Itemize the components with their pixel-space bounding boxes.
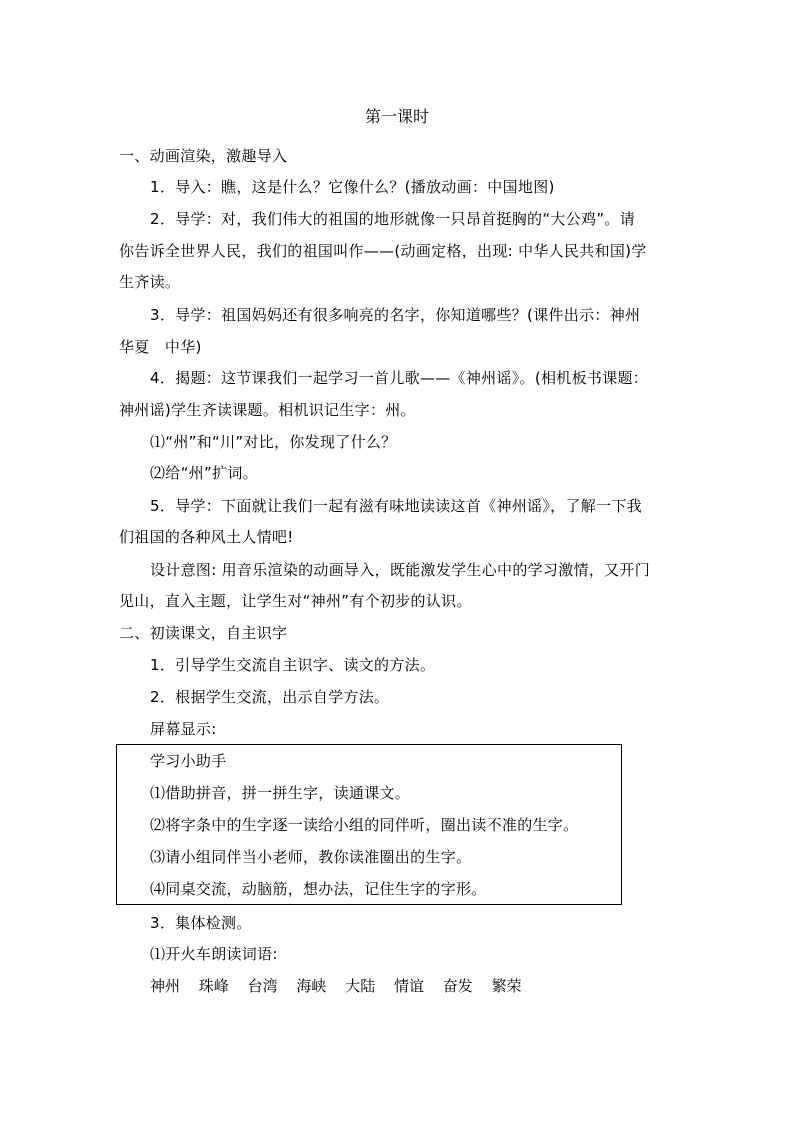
design-intent-line-1: 设计意图: 用音乐渲染的动画导入，既能激发学生心中的学习激情，又开门 — [150, 561, 651, 579]
s1-paragraph-2-line-2: 你告诉全世界人民，我们的祖国叫作——(动画定格，出现: 中华人民共和国)学 — [119, 242, 647, 260]
s1-paragraph-5-line-1: 5．导学：下面就让我们一起有滋有味地读读这首《神州谣》，了解一下我 — [150, 497, 642, 515]
study-helper-title: 学习小助手 — [150, 752, 227, 770]
study-helper-item: ⑶请小组同伴当小老师，教你读准圈出的生字。 — [150, 848, 472, 866]
section1-heading: 一、动画渲染，激趣导入 — [119, 147, 288, 165]
s1-paragraph-4-line-2: 神州谣)学生齐读课题。相机识记生字：州。 — [119, 401, 416, 419]
s2-sub-item-1: ⑴开火车朗读词语: — [150, 945, 278, 963]
s2-paragraph-1: 1．引导学生交流自主识字、读文的方法。 — [150, 656, 436, 674]
s1-paragraph-5-line-2: 们祖国的各种风土人情吧! — [119, 528, 294, 546]
s1-paragraph-2-line-3: 生齐读。 — [119, 273, 181, 291]
vocabulary-word: 奋发 — [442, 977, 473, 995]
s2-paragraph-3: 3．集体检测。 — [150, 914, 252, 932]
s1-paragraph-1: 1．导入：瞧，这是什么？它像什么？(播放动画：中国地图) — [150, 178, 555, 196]
vocabulary-word: 大陆 — [345, 977, 376, 995]
screen-display-label: 屏幕显示: — [150, 720, 217, 738]
vocabulary-word: 情谊 — [393, 977, 424, 995]
s2-paragraph-2: 2．根据学生交流，出示自学方法。 — [150, 688, 390, 706]
s1-paragraph-4-line-1: 4．揭题：这节课我们一起学习一首儿歌——《神州谣》。(相机板书课题： — [150, 369, 649, 387]
s1-sub-item-2: ⑵给“州”扩词。 — [150, 464, 258, 482]
s1-paragraph-3-line-2: 华夏 中华) — [119, 338, 202, 356]
vocabulary-word: 神州 — [150, 977, 181, 995]
vocabulary-word: 珠峰 — [198, 977, 229, 995]
vocabulary-word: 海峡 — [296, 977, 327, 995]
s1-sub-item-1: ⑴“州”和“川”对比，你发现了什么？ — [150, 433, 397, 451]
study-helper-item: ⑴借助拼音，拼一拼生字，读通课文。 — [150, 784, 411, 802]
design-intent-line-2: 见山，直入主题，让学生对“神州”有个初步的认识。 — [119, 592, 472, 610]
vocabulary-word: 台湾 — [247, 977, 278, 995]
vocabulary-word-list — [150, 976, 536, 996]
vocabulary-word: 繁荣 — [491, 977, 522, 995]
lesson-title: 第一课时 — [364, 107, 429, 126]
s1-paragraph-3-line-1: 3．导学：祖国妈妈还有很多响亮的名字，你知道哪些？(课件出示：神州 — [150, 306, 641, 324]
s1-paragraph-2-line-1: 2．导学：对，我们伟大的祖国的地形就像一只昂首挺胸的“大公鸡”。请 — [150, 210, 635, 228]
study-helper-item: ⑵将字条中的生字逐一读给小组的同伴听，圈出读不准的生字。 — [150, 816, 579, 834]
section2-heading: 二、初读课文，自主识字 — [119, 624, 288, 642]
study-helper-item: ⑷同桌交流，动脑筋，想办法，记住生字的字形。 — [150, 880, 487, 898]
